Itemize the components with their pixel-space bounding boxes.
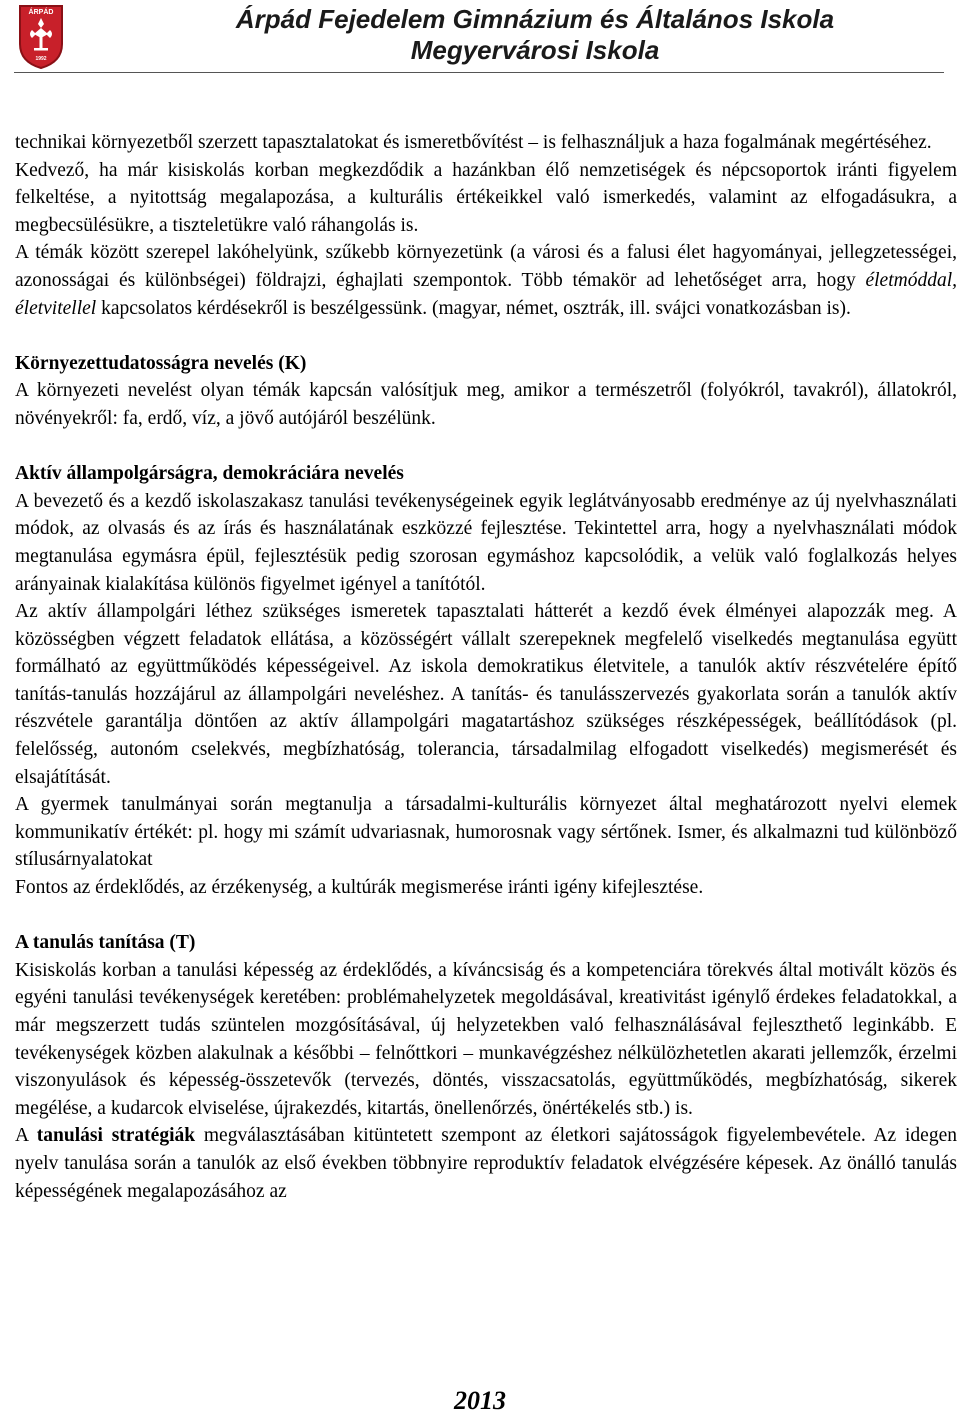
page-header [0, 0, 960, 74]
paragraph-civic-3: A gyermek tanulmányai során megtanulja a társadalmi-kulturális környezet által meghatározott nyelvi elemek kommunikatív értékét: pl. hogy mi számít udvariasnak, humorosnak vagy sértőnek. Ismer, és alkalmazni tud különböző stílusárnyalatokat [15, 794, 957, 871]
heading-civic: Aktív állampolgárságra, demokráciára nevelés [15, 463, 404, 485]
heading-environment: Környezettudatosságra nevelés (K) [15, 352, 307, 374]
paragraph-learning-2-bold: tanulási stratégiák [36, 1125, 196, 1147]
paragraph-topics-text-2: kapcsolatos kérdésekről is beszélgessünk. (magyar, német, osztrák, ill. svájci vonatkozásban is). [96, 297, 851, 319]
paragraph-learning-2-text-2: megválasztásában kitüntetett szempont az életkori sajátosságok figyelembevétele. Az idegen nyelv tanulása során a tanulók az első években többnyire reproduktív feladatok elvégzésére képesek. Az önálló tanulás képességének megalapozásához az [15, 1125, 957, 1202]
paragraph-learning-2-text-1: A [15, 1125, 37, 1147]
body-text [15, 129, 957, 1205]
paragraph-civic-1: A bevezető és a kezdő iskolaszakasz tanulási tevékenységeinek egyik leglátványosabb eredménye az új nyelvhasználati módok, az olvasás és az írás és használatának eszközzé fejlesztése. Tekintettel arra, hogy a nyelvhasználati módok megtanulása egymásra épül, fejlesztésük pedig szorosan egymáshoz kapcsolódik, a velük való foglalkozás helyes arányainak kialakítása különös figyelmet igényel a tanítótól. [15, 490, 957, 595]
paragraph-topics-italic: életmóddal, életvitellel [15, 269, 957, 319]
school-name-line2: Megyervárosi Iskola [410, 35, 660, 65]
paragraph-environment: A környezeti nevelést olyan témák kapcsán valósítjuk meg, amikor a természetről (folyókról, tavakról), állatokról, növényekről: fa, erdő, víz, a jövő autójáról beszélünk. [15, 380, 957, 429]
logo-text-bottom: 1992 [35, 56, 47, 62]
footer-year: 2013 [454, 1386, 506, 1415]
school-name-line1: Árpád Fejedelem Gimnázium és Általános Iskola [235, 4, 835, 34]
paragraph-learning-2 [15, 1122, 957, 1205]
paragraph-civic-4: Fontos az érdeklődés, az érzékenység, a kultúrák megismerése iránti igény kifejlesztése. [15, 877, 704, 899]
header-divider [14, 72, 944, 73]
paragraph-homeland: technikai környezetből szerzett tapasztalatokat és ismeretbővítést – is felhasználjuk a haza fogalmának megértéséhez. [15, 132, 932, 153]
logo-text-top: ÁRPÁD [28, 9, 54, 16]
school-crest-icon [18, 4, 64, 70]
paragraph-civic-2: Az aktív állampolgári léthez szükséges ismeretek tapasztalati hátterét a kezdő évek élményei alapozzák meg. A közösségben végzett feladatok ellátása, a közösségért vállalt szerepeknek megfelelő viselkedés megtanulása együtt formálható az együttműködés képességeivel. Az iskola demokratikus életvitele, a tanulók aktív részvételére építő tanítás-tanulás hozzájárul az állampolgári neveléshez. A tanítás- és tanulásszervezés gyakorlata során a tanulók aktív részvétele garantálja döntően az aktív állampolgári magatartáshoz szükséges részképességek, beállítódások (pl. felelősség, autonóm cselekvés, megbízhatóság, tolerancia, társadalmilag elfogadott viselkedés) megismerését és elsajátítását. [15, 601, 957, 788]
paragraph-topics [15, 239, 957, 322]
heading-learning: A tanulás tanítása (T) [15, 932, 196, 954]
paragraph-topics-text-1: A témák között szerepel lakóhelyünk, szűkebb környezetünk (a városi és a falusi élet hagyományai, jellegzetességei, azonosságai és különbségei) földrajzi, éghajlati szempontok. Több témakör ad lehetőséget arra, hogy [15, 242, 957, 291]
paragraph-learning-1: Kisiskolás korban a tanulási képesség az érdeklődés, a kíváncsiság és a kompetenciára törekvés által motivált közös és egyéni tanulási tevékenységek keretében: problémahelyzetek megoldásával, kreativitást igénylő érdekes feladatokkal, a már megszerzett tudás szüntelen mozgósításával, új helyzetekben való felhasználásával fejleszthető leginkább. E tevékenységek közben alakulnak a későbbi – felnőttkori – munkavégzéshez nélkülözhetetlen akarati jellemzők, érzelmi viszonyulások és képesség-összetevők (tervezés, döntés, visszacsatolás, együttműködés, megbízhatóság, sikerek megélése, a kudarcok elviselése, újrakezdés, kitartás, önellenőrzés, önértékelés stb.) is. [15, 959, 957, 1119]
school-name [165, 4, 905, 66]
paragraph-nationalities: Kedvező, ha már kisiskolás korban megkezdődik a hazánkban élő nemzetiségek és népcsoportok iránti figyelem felkeltése, a nyitottság megalapozása, a kulturális értékeikkel való ismerkedés, valamint az elfogadásukra, a megbecsülésükre, a tiszteletükre való ráhangolás is. [15, 159, 957, 236]
